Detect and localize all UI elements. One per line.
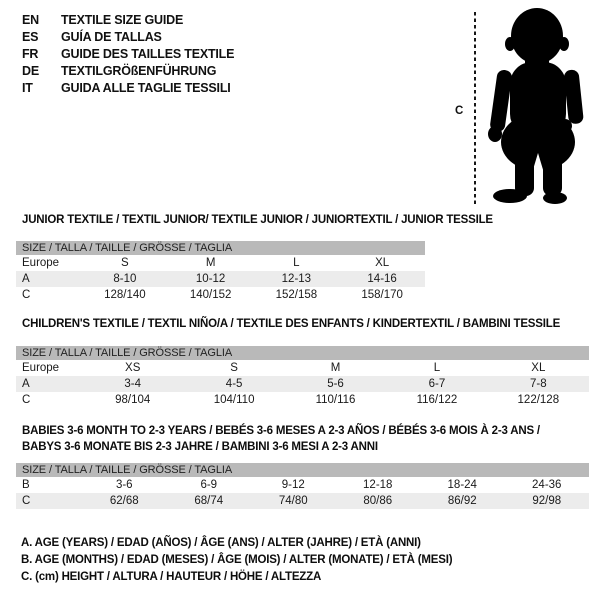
cell: 10-12 — [195, 273, 226, 285]
row-label: Europe — [22, 362, 60, 374]
lang-label: TEXTILGRÖßENFÜHRUNG — [61, 64, 217, 78]
cell: 152/158 — [275, 289, 318, 301]
table-body — [16, 477, 589, 509]
lang-label: GUIDE DES TAILLES TEXTILE — [61, 47, 235, 61]
cell: 14-16 — [367, 273, 397, 285]
row-label: C — [22, 495, 31, 507]
table-row-europe — [16, 255, 425, 271]
cell: XL — [531, 362, 546, 374]
cell: 18-24 — [447, 479, 477, 491]
cell: 140/152 — [189, 289, 232, 301]
babies-table-title-line2: BABYS 3-6 MONATE BIS 2-3 JAHRE / BAMBINI 3-6 MESI A 2-3 ANNI — [22, 441, 378, 453]
legend-line-a: A. AGE (YEARS) / EDAD (AÑOS) / ÂGE (ANS) / ALTER (JAHRE) / ETÀ (ANNI) — [21, 537, 421, 549]
babies-table-title-line1: BABIES 3-6 MONTH TO 2-3 YEARS / BEBÉS 3-6 MESES A 2-3 AÑOS / BÉBÉS 3-6 MOIS À 2-3 ANS / — [22, 425, 540, 437]
lang-label: GUIDA ALLE TAGLIE TESSILI — [61, 81, 231, 95]
cell: 9-12 — [281, 479, 305, 491]
cell: 24-36 — [532, 479, 562, 491]
cell: 12-13 — [281, 273, 312, 285]
cell: XS — [125, 362, 141, 374]
cell: L — [433, 362, 441, 374]
size-header-row: SIZE / TALLA / TAILLE / GRÖSSE / TAGLIA — [16, 463, 589, 477]
cell: 116/122 — [416, 394, 458, 406]
cell: 3-4 — [124, 378, 142, 390]
cell: 110/116 — [315, 394, 356, 406]
legend-line-c: C. (cm) HEIGHT / ALTURA / HAUTEUR / HÖHE / ALTEZZA — [21, 571, 322, 583]
cell: 128/140 — [104, 289, 146, 301]
cell: 8-10 — [113, 273, 137, 285]
lang-code: EN — [22, 13, 39, 27]
lang-code: IT — [22, 81, 33, 95]
cell: S — [121, 257, 129, 269]
language-header — [22, 12, 234, 97]
junior-size-table — [16, 241, 425, 303]
babies-size-table — [16, 463, 589, 509]
children-size-table — [16, 346, 589, 408]
cell: 104/110 — [213, 394, 255, 406]
cell: 86/92 — [447, 495, 477, 507]
table-row-height — [16, 392, 589, 408]
row-label: A — [22, 378, 30, 390]
size-header-row: SIZE / TALLA / TAILLE / GRÖSSE / TAGLIA — [16, 346, 589, 360]
cell: 74/80 — [278, 495, 308, 507]
lang-row-es — [22, 29, 234, 46]
children-table-title: CHILDREN'S TEXTILE / TEXTIL NIÑO/A / TEXTILE DES ENFANTS / KINDERTEXTIL / BAMBINI TESSILE — [22, 318, 561, 330]
lang-code: FR — [22, 47, 39, 61]
lang-row-fr — [22, 46, 234, 63]
cell: 80/86 — [363, 495, 393, 507]
lang-label: GUÍA DE TALLAS — [61, 30, 162, 44]
row-label: B — [22, 479, 30, 491]
lang-code: DE — [22, 64, 39, 78]
cell: 12-18 — [363, 479, 393, 491]
lang-row-en — [22, 12, 234, 29]
height-measure-dashed-line — [474, 12, 476, 205]
cell: 158/170 — [361, 289, 403, 301]
table-body — [16, 255, 425, 303]
cell: 62/68 — [109, 495, 139, 507]
cell: 6-9 — [200, 479, 218, 491]
cell: 4-5 — [225, 378, 243, 390]
cell: 6-7 — [428, 378, 446, 390]
cell: 122/128 — [517, 394, 560, 406]
height-measure-label: C — [455, 105, 464, 117]
cell: M — [205, 257, 216, 269]
cell: 7-8 — [530, 378, 547, 390]
cell: 98/104 — [115, 394, 151, 406]
cell: 3-6 — [115, 479, 133, 491]
lang-code: ES — [22, 30, 39, 44]
lang-label: TEXTILE SIZE GUIDE — [61, 13, 184, 27]
measurement-legend — [21, 535, 452, 586]
lang-row-it — [22, 80, 234, 97]
size-header-row: SIZE / TALLA / TAILLE / GRÖSSE / TAGLIA — [16, 241, 425, 255]
cell: XL — [375, 257, 390, 269]
table-row-age — [16, 376, 589, 392]
junior-table-title: JUNIOR TEXTILE / TEXTIL JUNIOR/ TEXTILE JUNIOR / JUNIORTEXTIL / JUNIOR TESSILE — [22, 214, 493, 226]
legend-line-b: B. AGE (MONTHS) / EDAD (MESES) / ÂGE (MOIS) / ALTER (MONATE) / ETÀ (MESI) — [21, 554, 453, 566]
cell: 68/74 — [194, 495, 224, 507]
cell: 92/98 — [532, 495, 562, 507]
table-row-height — [16, 287, 425, 303]
row-label: Europe — [22, 257, 60, 269]
table-row-age — [16, 271, 425, 287]
cell: L — [293, 257, 300, 269]
cell: 5-6 — [327, 378, 344, 390]
cell: M — [330, 362, 341, 374]
table-row-height — [16, 493, 589, 509]
table-row-age-months — [16, 477, 589, 493]
row-label: C — [22, 394, 31, 406]
table-row-europe — [16, 360, 589, 376]
row-label: A — [22, 273, 30, 285]
cell: S — [230, 362, 238, 374]
lang-row-de — [22, 63, 234, 80]
row-label: C — [22, 289, 31, 301]
toddler-silhouette-image — [482, 6, 594, 206]
table-body — [16, 360, 589, 408]
